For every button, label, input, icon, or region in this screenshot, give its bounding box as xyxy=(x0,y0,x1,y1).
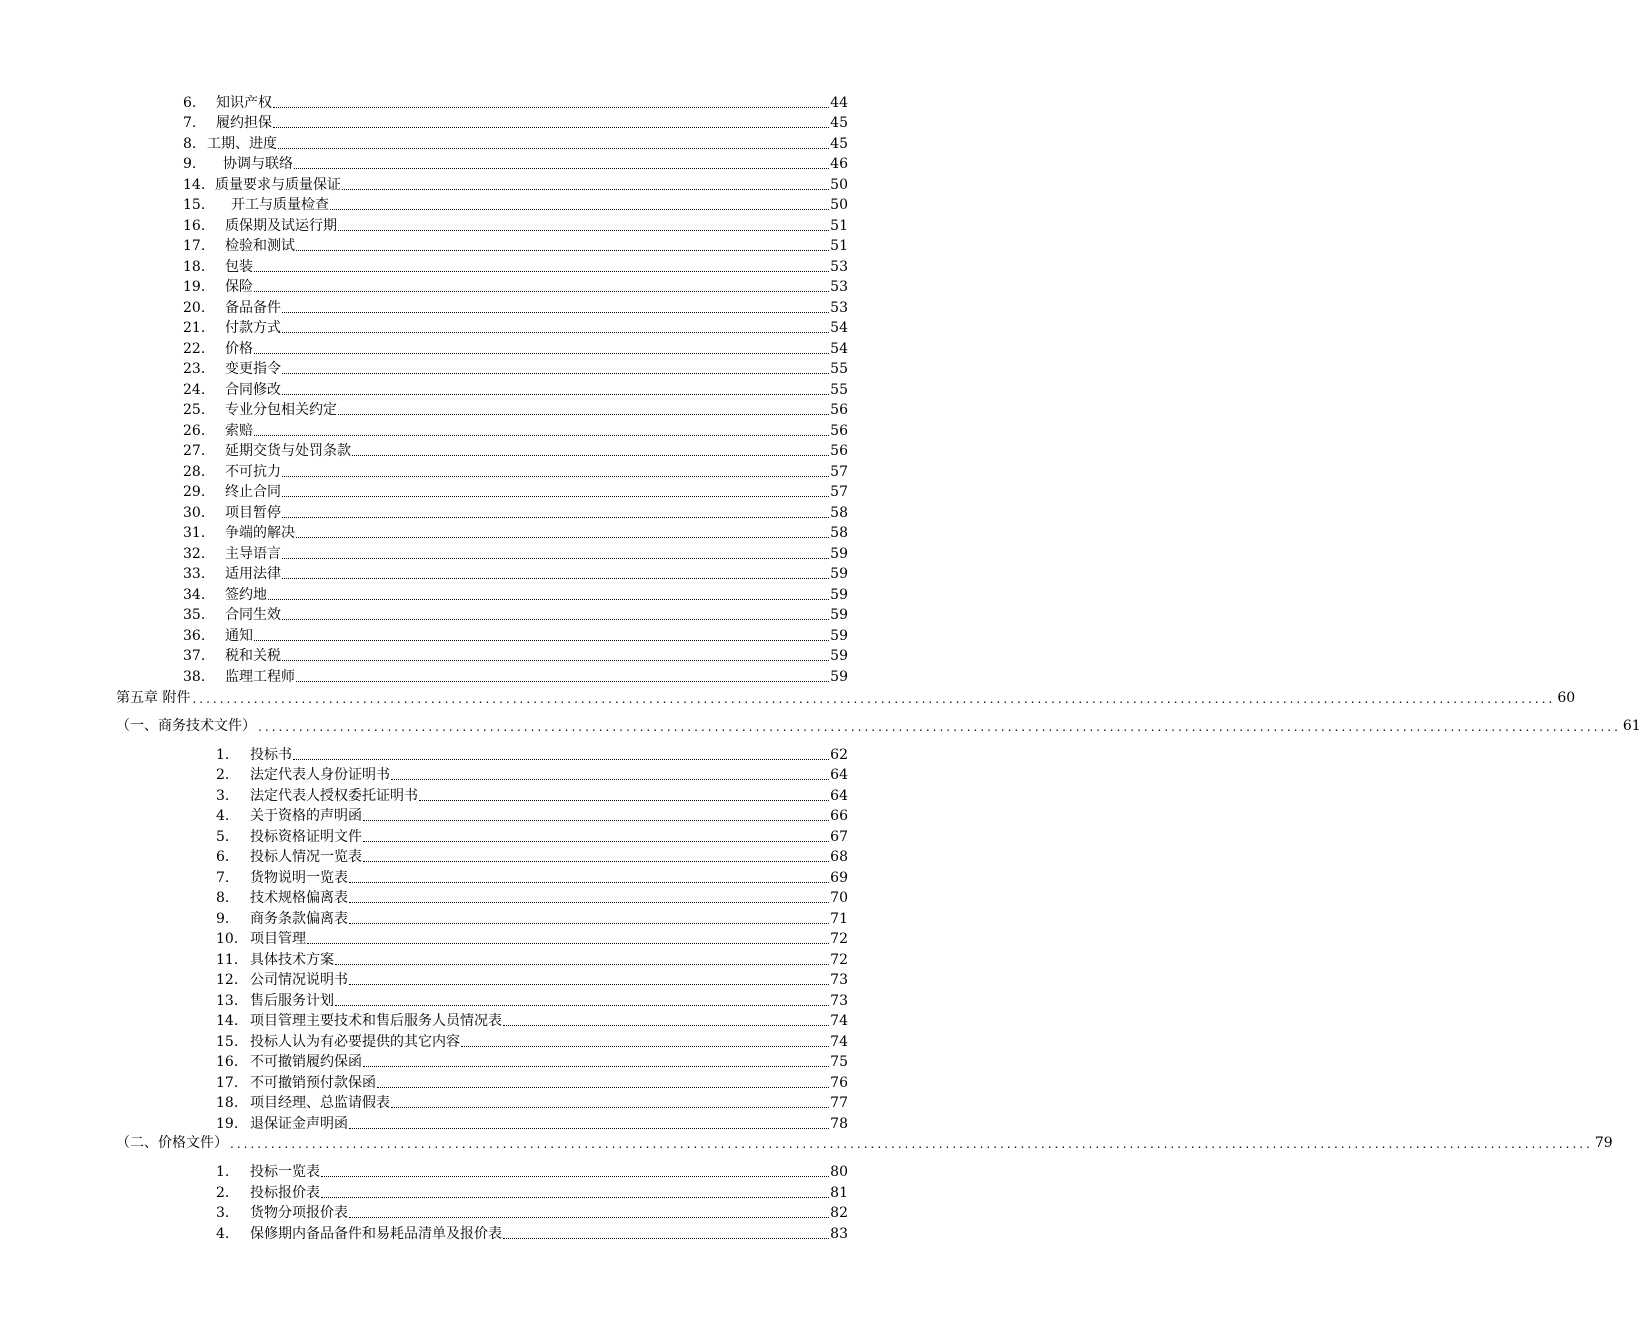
toc-entry[interactable] xyxy=(216,928,848,948)
toc-entry-title: 终止合同 xyxy=(225,484,281,500)
toc-entry-page: 70 xyxy=(830,890,848,906)
toc-entry-number: 18. xyxy=(183,259,206,275)
toc-entry-title: 税和关税 xyxy=(225,648,281,664)
toc-entry-title: 质量要求与质量保证 xyxy=(215,177,341,193)
dot-leader xyxy=(282,475,829,477)
toc-entry-title: 不可撤销预付款保函 xyxy=(250,1075,376,1091)
dot-leader xyxy=(282,659,829,661)
toc-entry[interactable] xyxy=(183,358,848,378)
toc-entry-title: 付款方式 xyxy=(225,320,281,336)
toc-entry-page: 72 xyxy=(830,952,848,968)
dot-leader xyxy=(349,881,829,883)
toc-entry[interactable] xyxy=(183,543,848,563)
toc-entry-title: 备品备件 xyxy=(225,300,281,316)
toc-entry[interactable] xyxy=(116,715,1641,735)
toc-entry[interactable] xyxy=(216,1031,848,1051)
dot-leader xyxy=(254,434,829,436)
toc-entry-page: 68 xyxy=(830,849,848,865)
toc-entry[interactable] xyxy=(183,625,848,645)
toc-entry-page: 83 xyxy=(830,1226,848,1242)
toc-entry-number: 25. xyxy=(183,402,206,418)
toc-entry-page: 55 xyxy=(830,361,848,377)
toc-entry-number: 17. xyxy=(216,1075,239,1091)
dot-leader xyxy=(282,516,829,518)
toc-entry-title: 投标人情况一览表 xyxy=(250,849,362,865)
dot-leader xyxy=(254,270,829,272)
toc-entry-title: 投标资格证明文件 xyxy=(250,829,362,845)
toc-entry-title: 投标报价表 xyxy=(250,1185,320,1201)
toc-entry[interactable] xyxy=(183,379,848,399)
toc-entry-page: 71 xyxy=(830,911,848,927)
toc-entry-number: 32. xyxy=(183,546,206,562)
toc-entry-page: 61 xyxy=(1622,718,1641,734)
toc-entry[interactable] xyxy=(216,826,848,846)
toc-entry-page: 66 xyxy=(830,808,848,824)
toc-entry-title: （一、商务技术文件） xyxy=(116,718,256,734)
toc-entry-page: 53 xyxy=(830,300,848,316)
toc-entry[interactable] xyxy=(183,235,848,255)
toc-entry-page: 59 xyxy=(830,669,848,685)
dot-leader xyxy=(349,922,829,924)
toc-entry-number: 9. xyxy=(183,156,197,172)
toc-entry-number: 23. xyxy=(183,361,206,377)
toc-entry-title: 工期、进度 xyxy=(207,136,277,152)
toc-entry-title: 合同修改 xyxy=(225,382,281,398)
toc-entry-title: 知识产权 xyxy=(216,95,272,111)
toc-entry[interactable] xyxy=(183,502,848,522)
toc-entry-title: 第五章 附件 xyxy=(116,690,191,706)
dot-leader xyxy=(363,860,829,862)
dot-leader xyxy=(391,778,829,780)
toc-entry[interactable] xyxy=(216,1092,848,1112)
dot-leader xyxy=(503,1237,829,1239)
toc-entry[interactable] xyxy=(183,461,848,481)
dot-leader xyxy=(352,454,829,456)
toc-entry-number: 5. xyxy=(216,829,230,845)
dot-leader xyxy=(349,901,829,903)
toc-entry-number: 11. xyxy=(216,952,239,968)
toc-entry-number: 38. xyxy=(183,669,206,685)
dot-leader xyxy=(268,598,829,600)
toc-entry-title: 投标人认为有必要提供的其它内容 xyxy=(250,1034,460,1050)
toc-entry[interactable] xyxy=(183,276,848,296)
toc-entry[interactable] xyxy=(183,112,848,132)
dot-leader xyxy=(363,1065,829,1067)
toc-entry-number: 3. xyxy=(216,1205,230,1221)
toc-entry[interactable] xyxy=(183,297,848,317)
toc-entry[interactable] xyxy=(183,563,848,583)
toc-entry[interactable] xyxy=(216,1113,848,1133)
toc-entry-page: 45 xyxy=(830,136,848,152)
toc-entry[interactable] xyxy=(183,440,848,460)
toc-entry[interactable] xyxy=(183,92,848,112)
toc-entry-title: 公司情况说明书 xyxy=(250,972,348,988)
toc-entry-title: 合同生效 xyxy=(225,607,281,623)
toc-entry-page: 67 xyxy=(830,829,848,845)
toc-entry-number: 33. xyxy=(183,566,206,582)
toc-entry-title: 签约地 xyxy=(225,587,267,603)
dot-leader xyxy=(321,1175,829,1177)
toc-entry-number: 19. xyxy=(183,279,206,295)
toc-entry-number: 14. xyxy=(216,1013,239,1029)
dot-leader xyxy=(349,983,829,985)
toc-entry-title: 法定代表人授权委托证明书 xyxy=(250,788,418,804)
toc-entry-title: 商务条款偏离表 xyxy=(250,911,348,927)
dot-leader xyxy=(335,1004,829,1006)
toc-entry-page: 53 xyxy=(830,279,848,295)
toc-entry-number: 12. xyxy=(216,972,239,988)
toc-entry-number: 31. xyxy=(183,525,206,541)
toc-entry-page: 54 xyxy=(830,320,848,336)
toc-entry-page: 55 xyxy=(830,382,848,398)
toc-entry-title: 开工与质量检查 xyxy=(231,197,329,213)
toc-entry-number: 2. xyxy=(216,767,230,783)
toc-entry-title: 延期交货与处罚条款 xyxy=(225,443,351,459)
toc-entry-page: 56 xyxy=(830,423,848,439)
toc-entry[interactable] xyxy=(216,887,848,907)
toc-entry-title: 专业分包相关约定 xyxy=(225,402,337,418)
toc-entry-title: 争端的解决 xyxy=(225,525,295,541)
dot-leader xyxy=(330,208,829,210)
dot-leader xyxy=(296,536,829,538)
toc-entry-number: 6. xyxy=(216,849,230,865)
dot-leader xyxy=(273,126,829,128)
dot-leader xyxy=(419,799,829,801)
toc-entry-page: 45 xyxy=(830,115,848,131)
toc-entry-page: 80 xyxy=(830,1164,848,1180)
toc-entry-number: 19. xyxy=(216,1116,239,1132)
toc-entry[interactable] xyxy=(216,764,848,784)
dot-leader xyxy=(342,188,829,190)
toc-entry[interactable] xyxy=(216,1223,848,1243)
toc-entry-page: 58 xyxy=(830,505,848,521)
toc-entry-title: 项目暂停 xyxy=(225,505,281,521)
toc-entry-page: 53 xyxy=(830,259,848,275)
dot-leader xyxy=(282,372,829,374)
toc-entry-title: 投标书 xyxy=(250,747,292,763)
toc-entry-title: 退保证金声明函 xyxy=(250,1116,348,1132)
toc-entry-number: 8. xyxy=(183,136,197,152)
toc-entry[interactable] xyxy=(216,1202,848,1222)
dot-leader xyxy=(503,1024,829,1026)
toc-entry-title: （二、价格文件） xyxy=(116,1135,228,1151)
toc-entry[interactable] xyxy=(183,215,848,235)
toc-entry-number: 21. xyxy=(183,320,206,336)
toc-entry[interactable] xyxy=(216,949,848,969)
toc-entry-title: 监理工程师 xyxy=(225,669,295,685)
toc-entry-page: 59 xyxy=(830,546,848,562)
toc-entry-number: 34. xyxy=(183,587,206,603)
toc-entry[interactable] xyxy=(183,194,848,214)
toc-entry[interactable] xyxy=(216,805,848,825)
dot-leader xyxy=(282,495,829,497)
dot-leader xyxy=(335,963,829,965)
toc-entry-number: 1. xyxy=(216,747,230,763)
toc-entry-number: 18. xyxy=(216,1095,239,1111)
toc-entry-title: 价格 xyxy=(225,341,253,357)
toc-entry-title: 索赔 xyxy=(225,423,253,439)
toc-entry-page: 81 xyxy=(830,1185,848,1201)
toc-entry-number: 29. xyxy=(183,484,206,500)
dot-leader xyxy=(363,840,829,842)
toc-entry-number: 28. xyxy=(183,464,206,480)
toc-entry-page: 73 xyxy=(830,972,848,988)
toc-entry-title: 主导语言 xyxy=(225,546,281,562)
dot-leader xyxy=(254,639,829,641)
toc-entry-number: 4. xyxy=(216,1226,230,1242)
dot-leader xyxy=(338,413,829,415)
toc-entry-number: 27. xyxy=(183,443,206,459)
toc-entry-page: 54 xyxy=(830,341,848,357)
toc-entry-title: 投标一览表 xyxy=(250,1164,320,1180)
toc-entry-number: 17. xyxy=(183,238,206,254)
toc-entry-number: 1. xyxy=(216,1164,230,1180)
toc-entry-page: 64 xyxy=(830,767,848,783)
toc-entry-number: 22. xyxy=(183,341,206,357)
dot-leader xyxy=(282,311,829,313)
toc-entry-page: 62 xyxy=(830,747,848,763)
dot-leader: ........................................................................................................................................................................................................ xyxy=(258,720,1621,734)
toc-entry-page: 74 xyxy=(830,1034,848,1050)
dot-leader xyxy=(377,1086,829,1088)
toc-entry-number: 37. xyxy=(183,648,206,664)
toc-entry[interactable] xyxy=(183,256,848,276)
toc-entry-title: 不可撤销履约保函 xyxy=(250,1054,362,1070)
toc-entry[interactable] xyxy=(183,174,848,194)
toc-entry-number: 24. xyxy=(183,382,206,398)
toc-entry[interactable] xyxy=(183,420,848,440)
toc-entry-page: 59 xyxy=(830,587,848,603)
toc-entry-title: 项目管理主要技术和售后服务人员情况表 xyxy=(250,1013,502,1029)
toc-entry-title: 保险 xyxy=(225,279,253,295)
toc-entry-number: 8. xyxy=(216,890,230,906)
toc-entry-title: 包装 xyxy=(225,259,253,275)
toc-entry-number: 16. xyxy=(183,218,206,234)
toc-entry-number: 6. xyxy=(183,95,197,111)
dot-leader xyxy=(363,819,829,821)
toc-entry-number: 30. xyxy=(183,505,206,521)
toc-entry[interactable] xyxy=(116,687,1576,707)
toc-entry-title: 项目经理、总监请假表 xyxy=(250,1095,390,1111)
dot-leader xyxy=(282,393,829,395)
dot-leader xyxy=(282,577,829,579)
dot-leader xyxy=(296,249,829,251)
toc-entry[interactable] xyxy=(183,645,848,665)
toc-entry-page: 57 xyxy=(830,464,848,480)
toc-entry-page: 69 xyxy=(830,870,848,886)
toc-entry-number: 13. xyxy=(216,993,239,1009)
toc-entry-number: 9. xyxy=(216,911,230,927)
toc-entry-page: 72 xyxy=(830,931,848,947)
toc-entry[interactable] xyxy=(183,399,848,419)
toc-entry-page: 51 xyxy=(830,218,848,234)
toc-entry[interactable] xyxy=(216,1072,848,1092)
toc-entry-page: 82 xyxy=(830,1205,848,1221)
toc-entry[interactable] xyxy=(183,604,848,624)
toc-entry-number: 14. xyxy=(183,177,206,193)
toc-entry-page: 79 xyxy=(1594,1135,1613,1151)
toc-entry-page: 46 xyxy=(830,156,848,172)
dot-leader xyxy=(282,557,829,559)
toc-entry-page: 50 xyxy=(830,177,848,193)
toc-entry[interactable] xyxy=(216,785,848,805)
toc-entry-page: 59 xyxy=(830,607,848,623)
dot-leader xyxy=(282,331,829,333)
toc-entry-title: 技术规格偏离表 xyxy=(250,890,348,906)
toc-entry-number: 7. xyxy=(183,115,197,131)
toc-entry[interactable] xyxy=(183,338,848,358)
dot-leader xyxy=(278,147,829,149)
toc-entry-number: 16. xyxy=(216,1054,239,1070)
toc-entry-title: 项目管理 xyxy=(250,931,306,947)
toc-entry-number: 2. xyxy=(216,1185,230,1201)
toc-entry-page: 74 xyxy=(830,1013,848,1029)
toc-entry[interactable] xyxy=(216,1161,848,1181)
toc-entry[interactable] xyxy=(216,867,848,887)
toc-entry-page: 77 xyxy=(830,1095,848,1111)
toc-entry-number: 35. xyxy=(183,607,206,623)
toc-entry-number: 15. xyxy=(216,1034,239,1050)
toc-entry-title: 具体技术方案 xyxy=(250,952,334,968)
toc-entry[interactable] xyxy=(183,522,848,542)
toc-entry-title: 变更指令 xyxy=(225,361,281,377)
dot-leader xyxy=(391,1106,829,1108)
toc-entry-page: 73 xyxy=(830,993,848,1009)
toc-entry-title: 法定代表人身份证明书 xyxy=(250,767,390,783)
dot-leader xyxy=(321,1196,829,1198)
toc-entry[interactable] xyxy=(216,1182,848,1202)
toc-entry[interactable] xyxy=(216,969,848,989)
dot-leader xyxy=(254,290,829,292)
dot-leader xyxy=(349,1127,829,1129)
toc-entry-page: 59 xyxy=(830,628,848,644)
toc-entry-title: 货物说明一览表 xyxy=(250,870,348,886)
toc-entry[interactable] xyxy=(183,133,848,153)
toc-entry-page: 56 xyxy=(830,443,848,459)
toc-entry[interactable] xyxy=(183,584,848,604)
dot-leader: ........................................................................................................................................................................................................ xyxy=(230,1137,1593,1151)
toc-entry-title: 保修期内备品备件和易耗品清单及报价表 xyxy=(250,1226,502,1242)
dot-leader xyxy=(254,352,829,354)
toc-entry[interactable] xyxy=(183,317,848,337)
toc-entry-page: 44 xyxy=(830,95,848,111)
dot-leader xyxy=(294,167,829,169)
toc-entry[interactable] xyxy=(183,153,848,173)
dot-leader xyxy=(282,618,829,620)
dot-leader xyxy=(273,106,829,108)
toc-entry-page: 59 xyxy=(830,648,848,664)
toc-entry-title: 质保期及试运行期 xyxy=(225,218,337,234)
dot-leader xyxy=(461,1045,829,1047)
toc-entry-page: 57 xyxy=(830,484,848,500)
dot-leader: ........................................................................................................................................................................................................ xyxy=(192,692,1556,706)
toc-entry-title: 通知 xyxy=(225,628,253,644)
toc-entry-page: 75 xyxy=(830,1054,848,1070)
toc-entry[interactable] xyxy=(216,1051,848,1071)
dot-leader xyxy=(293,758,829,760)
toc-entry-title: 关于资格的声明函 xyxy=(250,808,362,824)
toc-entry-page: 51 xyxy=(830,238,848,254)
toc-entry-page: 64 xyxy=(830,788,848,804)
toc-entry[interactable] xyxy=(116,1132,1613,1152)
toc-entry-number: 10. xyxy=(216,931,239,947)
toc-entry-number: 3. xyxy=(216,788,230,804)
toc-entry-title: 适用法律 xyxy=(225,566,281,582)
dot-leader xyxy=(307,942,829,944)
toc-entry-page: 59 xyxy=(830,566,848,582)
toc-entry[interactable] xyxy=(216,1010,848,1030)
toc-entry-page: 56 xyxy=(830,402,848,418)
toc-entry-title: 协调与联络 xyxy=(223,156,293,172)
toc-entry-number: 15. xyxy=(183,197,206,213)
toc-entry-page: 58 xyxy=(830,525,848,541)
toc-entry-number: 20. xyxy=(183,300,206,316)
toc-entry[interactable] xyxy=(216,846,848,866)
toc-entry-number: 4. xyxy=(216,808,230,824)
toc-entry-number: 7. xyxy=(216,870,230,886)
toc-entry-title: 履约担保 xyxy=(216,115,272,131)
toc-entry[interactable] xyxy=(216,908,848,928)
toc-entry[interactable] xyxy=(183,666,848,686)
toc-entry-page: 76 xyxy=(830,1075,848,1091)
toc-entry-title: 售后服务计划 xyxy=(250,993,334,1009)
dot-leader xyxy=(338,229,829,231)
toc-entry-title: 检验和测试 xyxy=(225,238,295,254)
toc-entry[interactable] xyxy=(183,481,848,501)
toc-entry[interactable] xyxy=(216,990,848,1010)
toc-entry[interactable] xyxy=(216,744,848,764)
toc-entry-title: 货物分项报价表 xyxy=(250,1205,348,1221)
toc-entry-page: 78 xyxy=(830,1116,848,1132)
toc-entry-page: 60 xyxy=(1557,690,1576,706)
toc-entry-page: 50 xyxy=(830,197,848,213)
toc-entry-number: 36. xyxy=(183,628,206,644)
toc-entry-title: 不可抗力 xyxy=(225,464,281,480)
dot-leader xyxy=(296,680,829,682)
dot-leader xyxy=(349,1216,829,1218)
toc-entry-number: 26. xyxy=(183,423,206,439)
